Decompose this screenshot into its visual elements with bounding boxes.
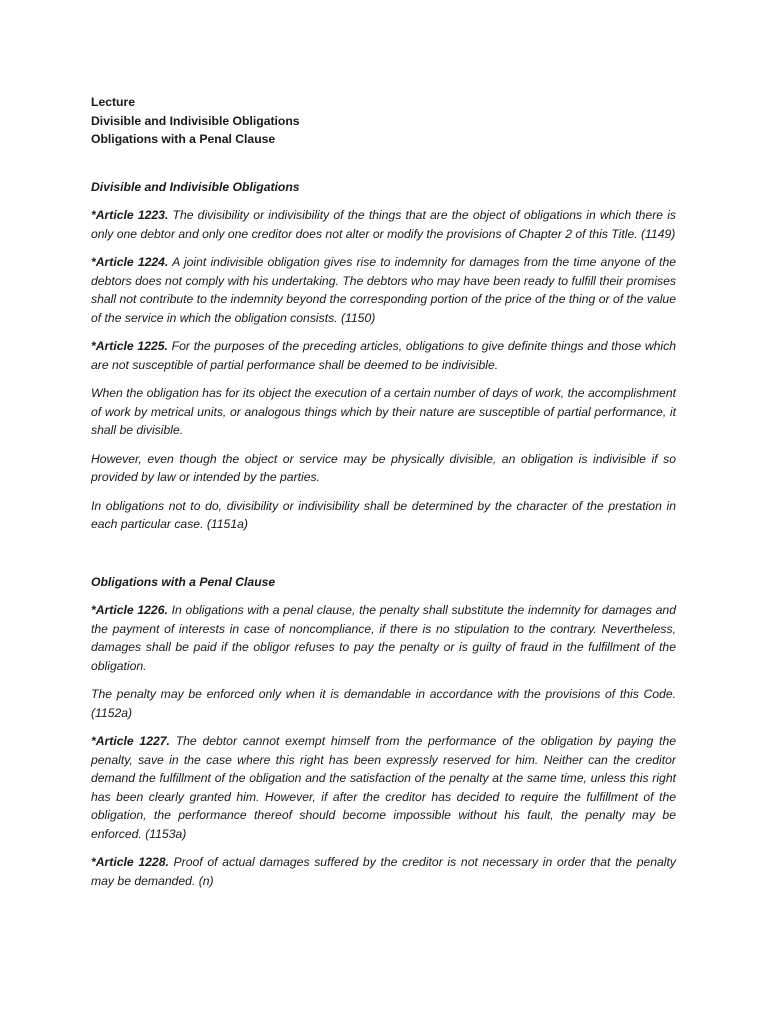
paragraph: However, even though the object or service may be physically divisible, an obligation is indivisible if so provided by law or intended by the parties.: [91, 451, 676, 484]
article-label: *Article 1228.: [91, 855, 169, 869]
document-page: [91, 93, 676, 900]
article-label: *Article 1224.: [91, 255, 169, 269]
header-topic-2: Obligations with a Penal Clause: [91, 132, 276, 146]
article-label: *Article 1225.: [91, 339, 168, 353]
article-label: *Article 1227.: [91, 734, 170, 748]
paragraph: The penalty may be enforced only when it is demandable in accordance with the provisions of this Code. (1152a): [91, 687, 676, 720]
article-text: The divisibility or indivisibility of the things that are the object of obligations in which there is only one debtor and only one creditor does not alter or modify the provisions of Chapter 2 of this Title. (1149): [91, 208, 676, 241]
section-divisible-obligations: [91, 178, 676, 534]
article-1227: [91, 732, 676, 843]
article-1223: [91, 206, 676, 243]
article-1225: [91, 337, 676, 374]
section-spacer: [91, 544, 676, 573]
paragraph: When the obligation has for its object the execution of a certain number of days of work, the accomplishment of work by metrical units, or analogous things which by their nature are susceptible of partial performance, it shall be divisible.: [91, 386, 676, 437]
document-header: [91, 93, 676, 149]
article-text: For the purposes of the preceding articles, obligations to give definite things and those which are not susceptible of partial performance shall be deemed to be indivisible.: [91, 339, 676, 372]
article-text: A joint indivisible obligation gives rise to indemnity for damages from the time anyone of the debtors does not comply with his undertaking. The debtors who may have been ready to fulfill their promises shall not contribute to the indemnity beyond the corresponding portion of the price of the thing or of the value of the service in which the obligation consists. (1150): [91, 255, 677, 325]
section-title: Divisible and Indivisible Obligations: [91, 179, 300, 194]
article-label: *Article 1226.: [91, 603, 168, 617]
article-label: *Article 1223.: [91, 208, 169, 222]
paragraph: In obligations not to do, divisibility or indivisibility shall be determined by the character of the prestation in each particular case. (1151a): [91, 498, 676, 531]
article-1226: [91, 601, 676, 675]
article-1228: [91, 853, 676, 890]
article-text: The debtor cannot exempt himself from the performance of the obligation by paying the penalty, save in the case where this right has been expressly reserved for him. Neither can the creditor demand the fulfillment of the obligation and the satisfaction of the penalty at the same time, unless this right has been clearly granted him. However, if after the creditor has decided to require the fulfillment of the obligation, the performance thereof should become impossible without his fault, the penalty may be enforced. (1153a): [91, 734, 677, 841]
section-title: Obligations with a Penal Clause: [91, 574, 276, 589]
header-topic-1: Divisible and Indivisible Obligations: [91, 113, 300, 128]
header-lecture: Lecture: [91, 95, 136, 109]
article-1224: [91, 253, 676, 327]
article-text: In obligations with a penal clause, the penalty shall substitute the indemnity for damages and the payment of interests in case of noncompliance, if there is no stipulation to the contrary. Nevertheless, damages shall be paid if the obligor refuses to pay the penalty or is guilty of fraud in the fulfillment of the obligation.: [91, 603, 676, 673]
section-penal-clause: [91, 573, 676, 891]
article-text: Proof of actual damages suffered by the creditor is not necessary in order that the penalty may be demanded. (n): [91, 855, 676, 888]
